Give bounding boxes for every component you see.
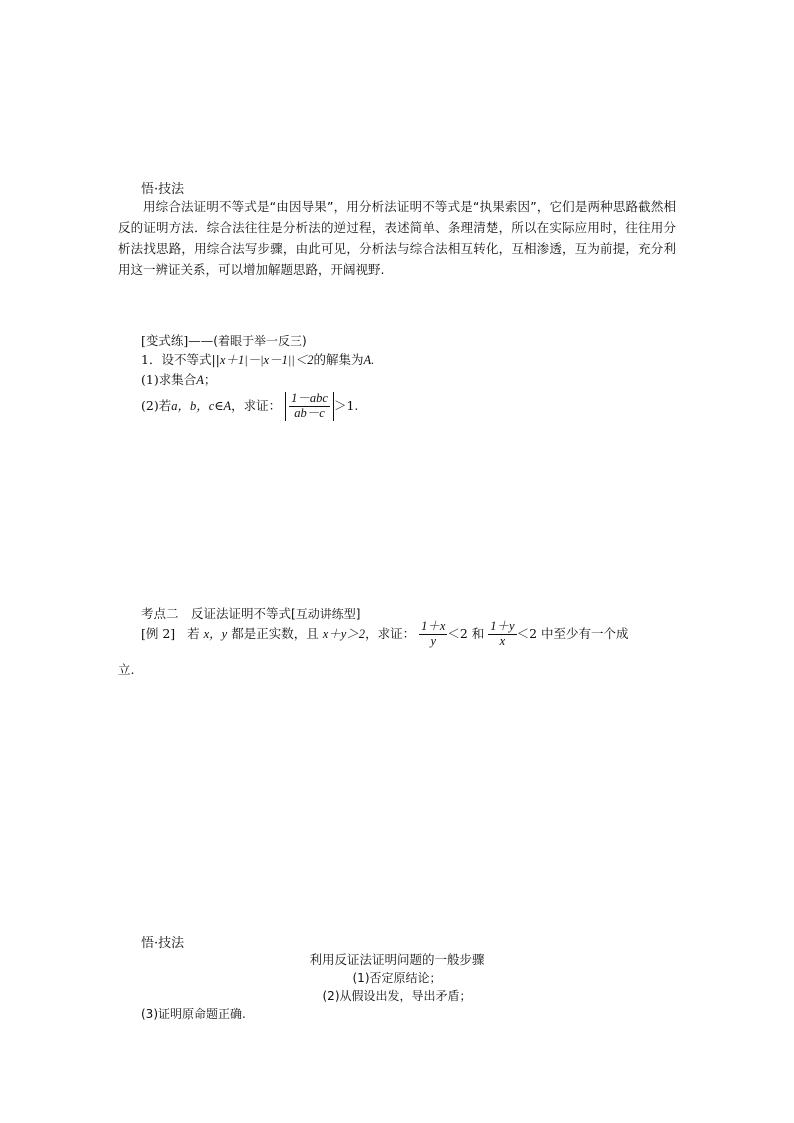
q1-suffix: 的解集为 <box>313 352 364 367</box>
q1-expression: x＋1|－|x－1||＜2 <box>219 353 314 367</box>
section-heading: 悟·技法 <box>141 182 185 197</box>
question-1-part-2 <box>141 392 358 421</box>
fraction-2-numerator: 1＋y <box>490 619 515 633</box>
question-1 <box>141 350 374 368</box>
fraction <box>289 392 330 421</box>
step-2: (2)从假设出发，导出矛盾； <box>322 989 472 1003</box>
example-text-1: 若 <box>187 625 200 641</box>
example-vars: x，y <box>203 626 228 641</box>
q1-part1-end: ； <box>203 372 217 387</box>
example-text-3: ，求证： <box>365 625 416 641</box>
q1-part1-var: A <box>196 373 204 387</box>
q1-part2-prefix: (2)若 <box>141 397 172 413</box>
fraction-numerator: 1－abc <box>291 391 328 405</box>
absolute-value-expression <box>285 392 334 421</box>
fraction-1 <box>419 620 447 649</box>
less-than-2: ＜2 中至少有一个成 <box>516 625 629 641</box>
example-2 <box>141 620 629 649</box>
section-2-heading-text: 考点二 反证法证明不等式 <box>141 606 292 621</box>
step-1: (1)否定原结论； <box>352 971 442 985</box>
exercise-title-note: (着眼于举一反三) <box>213 334 307 348</box>
fraction-1-denominator: y <box>430 633 436 648</box>
q1-prefix: 1．设不等式|| <box>141 352 220 367</box>
exercise-title <box>141 331 307 349</box>
fraction-2 <box>488 620 516 649</box>
example-end: 立. <box>118 662 135 677</box>
fraction-2-denominator: x <box>499 633 506 648</box>
method-paragraph: 用综合法证明不等式是“由因导果”，用分析法证明不等式是“执果索因”，它们是两种思路截然相反的证明方法．综合法往往是分析法的逆过程，表述简单、条理清楚，所以在实际应用时，往往用分析法找思路，用综合法写步骤，由此可见，分析法与综合法相互转化，互相渗透，互为前提，充分利用这一辨证关系，可以增加解题思路，开阔视野. <box>118 199 676 277</box>
steps-title: 利用反证法证明问题的一般步骤 <box>309 952 485 967</box>
fraction-denominator: ab－c <box>294 405 325 420</box>
example-label: [例 2] <box>141 625 176 641</box>
section-3-heading: 悟·技法 <box>141 936 185 951</box>
q1-part2-end: ＞1. <box>333 397 359 413</box>
exercise-title-prefix: [变式练]—— <box>141 333 214 348</box>
fraction-1-numerator: 1＋x <box>421 619 446 633</box>
less-than-1: ＜2 和 <box>447 625 485 641</box>
q1-part2-mid: ，求证： <box>231 397 282 413</box>
example-text-2: 都是正实数，且 <box>231 625 319 641</box>
step-3: (3)证明原命题正确. <box>141 1007 246 1021</box>
q1-part1-text: (1)求集合 <box>141 372 197 387</box>
section-2-heading-tag: [互动讲练型] <box>291 607 361 621</box>
q1-part2-vars: a，b，c∈A <box>171 398 232 413</box>
q1-set: A. <box>363 353 375 367</box>
question-1-part-1 <box>141 370 216 388</box>
example-condition: x＋y＞2 <box>322 626 366 641</box>
